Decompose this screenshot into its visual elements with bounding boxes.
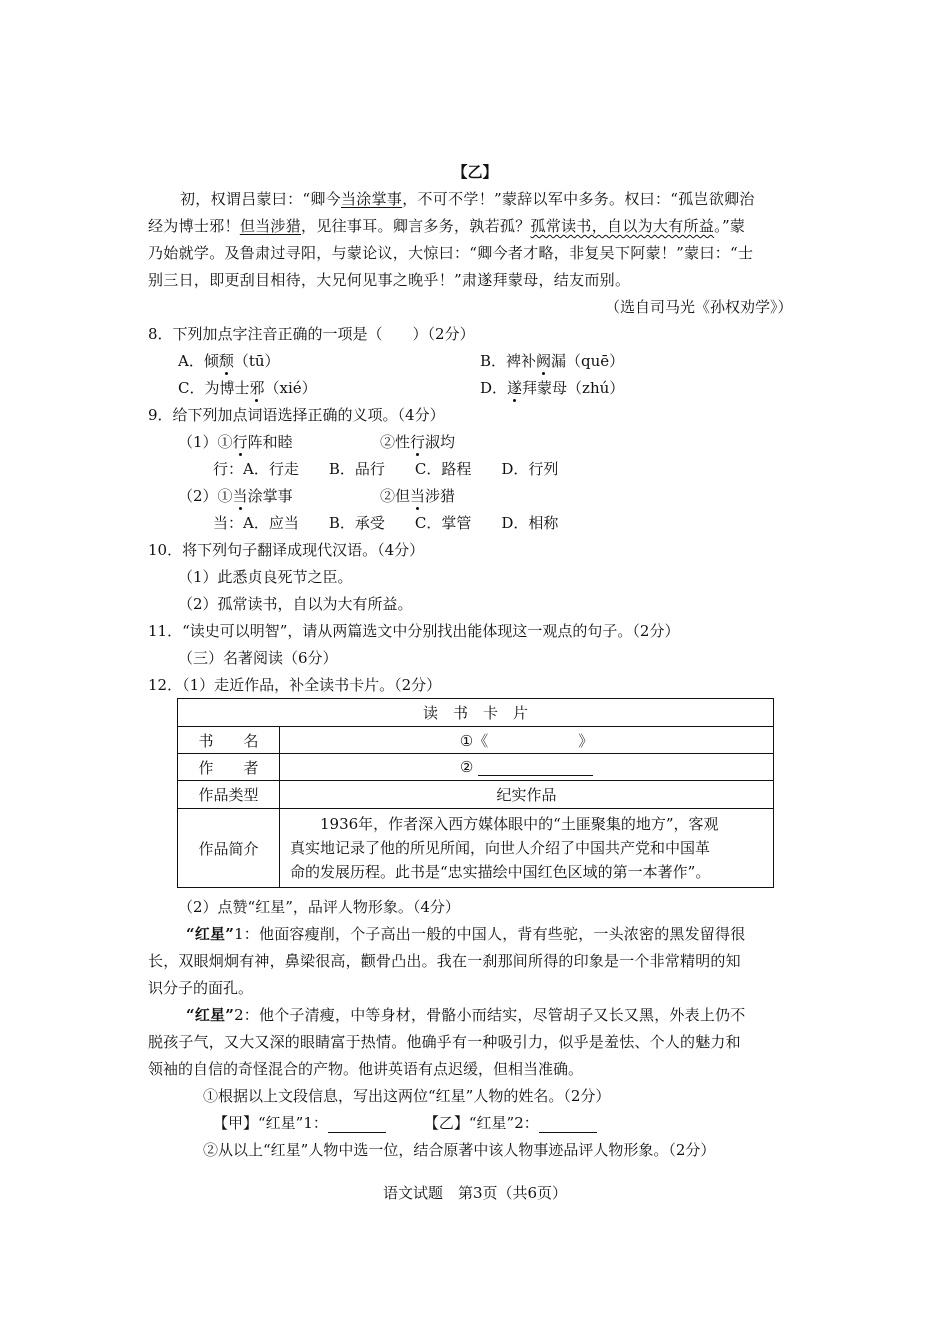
card-intro-line-1: 1936年，作者深入西方媒体眼中的“土匪聚集的地方”，客观 — [320, 815, 719, 833]
star1-line-3: 识分子的面孔。 — [148, 979, 254, 997]
q10-stem: 10．将下列句子翻译成现代汉语。（4分） — [148, 541, 425, 559]
card-label-intro: 作品简介 — [178, 809, 280, 888]
item-text: ②但 — [380, 487, 411, 505]
passage-line-3: 乃始就学。及鲁肃过寻阳，与蒙论议，大惊曰：“卿今者才略，非复吴下阿蒙！”蒙曰：“士 — [148, 244, 754, 262]
passage-source: （选自司马光《孙权劝学》） — [605, 298, 793, 316]
passage-text: 经为博士邪！ — [148, 217, 240, 235]
q9-group2-options: 当：A．应当 B．承受 C．掌管 D．相称 — [213, 514, 559, 532]
dotted-char: 行 — [410, 433, 426, 451]
q9-group1-options: 行：A．行走 B．品行 C．路程 D．行列 — [213, 460, 559, 478]
q9-group1-b — [380, 432, 455, 452]
passage-text: ，不可不学！”蒙辞以军中多务。权曰：“孤岂欲卿治 — [402, 190, 755, 208]
option-text: C．为博士 — [178, 379, 250, 397]
star1-line-1 — [186, 924, 745, 944]
card-type-value: 纪实作品 — [280, 781, 774, 809]
item-text: 涂掌事 — [247, 487, 293, 505]
q8-option-c — [178, 378, 317, 398]
option-text: B．裨补 — [480, 352, 537, 370]
q8-stem: 8．下列加点字注音正确的一项是（ ）（2分） — [148, 325, 475, 343]
underlined-phrase: 但当涉猎 — [239, 217, 302, 235]
q10-sentence-2: （2）孤常读书，自以为大有所益。 — [178, 595, 413, 613]
section-title: 【乙】 — [452, 163, 498, 181]
card-header: 读 书 卡 片 — [178, 699, 774, 727]
item-text: 涉猎 — [425, 487, 456, 505]
card-intro-cell — [280, 809, 774, 888]
item-text: ②性 — [380, 433, 411, 451]
q9-group2-b — [380, 486, 455, 506]
q10-sentence-1: （1）此悉贞良死节之臣。 — [178, 568, 353, 586]
star2-line-3: 领袖的自信的奇怪混合的产物。他讲英语有点迟缓，但相当准确。 — [148, 1060, 584, 1078]
passage-text: 初，权谓吕蒙曰：“卿今 — [180, 190, 341, 208]
option-text: （xié） — [264, 379, 317, 397]
answer-blank-2[interactable] — [539, 1117, 597, 1133]
star2-label: “红星” — [186, 1006, 235, 1024]
option-text: 漏（quē） — [551, 352, 625, 370]
item-text: （2）① — [178, 487, 233, 505]
task-2: ②从以上“红星”人物中选一位，结合原著中该人物事迹品评人物形象。（2分） — [203, 1141, 716, 1159]
option-text: A．倾 — [178, 352, 219, 370]
star1-label: “红星” — [186, 925, 235, 943]
item-text: 阵和睦 — [247, 433, 293, 451]
task-1-a-label: 【甲】“红星”1： — [213, 1114, 328, 1132]
passage-text: 。”蒙 — [714, 217, 746, 235]
passage-line-4: 别三日，即更刮目相待，大兄何见事之晚乎！”肃遂拜蒙母，结友而别。 — [148, 271, 631, 289]
answer-blank-1[interactable] — [328, 1117, 386, 1133]
passage-line-1 — [180, 189, 755, 209]
card-author-field[interactable] — [280, 754, 774, 781]
q8-option-a — [178, 351, 280, 371]
card-author-num: ② — [459, 758, 474, 776]
author-blank[interactable] — [478, 760, 593, 776]
option-text: 拜蒙母（zhú） — [522, 379, 625, 397]
task-1-b-label: 【乙】“红星”2： — [423, 1114, 539, 1132]
q8-option-d — [480, 378, 624, 398]
q12-sub2: （2）点赞“红星”，品评人物形象。（4分） — [178, 898, 460, 916]
item-text: 淑均 — [425, 433, 456, 451]
dotted-char: 邪 — [249, 379, 265, 397]
option-text: D． — [480, 379, 508, 397]
task-1: ①根据以上文段信息，写出这两位“红星”人物的姓名。（2分） — [203, 1087, 611, 1105]
q11-stem: 11．“读史可以明智”，请从两篇选文中分别找出能体现这一观点的句子。（2分） — [148, 622, 680, 640]
option-text: （tū） — [233, 352, 280, 370]
card-label-title: 书 名 — [178, 727, 280, 754]
reading-card-table — [177, 698, 774, 888]
section-3-title: （三）名著阅读（6分） — [178, 649, 338, 667]
dotted-char: 遂 — [507, 379, 523, 397]
q8-option-b — [480, 351, 624, 371]
dotted-char: 当 — [232, 487, 248, 505]
item-text: （1）① — [178, 433, 233, 451]
star1-text: 1：他面容瘦削，个子高出一般的中国人，背有些驼，一头浓密的黑发留得很 — [234, 925, 746, 943]
dotted-char: 颓 — [218, 352, 234, 370]
card-label-type: 作品类型 — [178, 781, 280, 809]
star2-line-2: 脱孩子气，又大又深的眼睛富于热情。他确乎有一种吸引力，似乎是羞怯、个人的魅力和 — [148, 1033, 741, 1051]
card-intro-line-3: 命的发展历程。此书是“忠实描绘中国红色区域的第一本著作”。 — [290, 863, 711, 881]
passage-line-2 — [148, 216, 745, 236]
page-footer: 语文试题 第3页（共6页） — [382, 1184, 568, 1202]
card-intro-line-2: 真实地记录了他的所见所闻，向世人介绍了中国共产党和中国革 — [290, 839, 711, 857]
star1-line-2: 长，双眼炯炯有神，鼻梁很高，颧骨凸出。我在一刹那间所得的印象是一个非常精明的知 — [148, 952, 741, 970]
q9-group2-a — [178, 486, 293, 506]
q12-stem: 12．（1）走近作品，补全读书卡片。（2分） — [148, 676, 442, 694]
task-1-answers — [213, 1113, 597, 1133]
q9-stem: 9．给下列加点词语选择正确的义项。（4分） — [148, 406, 445, 424]
q9-group1-a — [178, 432, 293, 452]
star2-line-1 — [186, 1005, 745, 1025]
card-book-title-field[interactable]: ①《 》 — [280, 727, 774, 754]
dotted-char: 当 — [410, 487, 426, 505]
star2-text: 2：他个子清瘦，中等身材，骨骼小而结实，尽管胡子又长又黑，外表上仍不 — [234, 1006, 746, 1024]
card-label-author: 作 者 — [178, 754, 280, 781]
dotted-char: 行 — [232, 433, 248, 451]
passage-text: ，见往事耳。卿言多务，孰若孤？ — [301, 217, 531, 235]
dotted-char: 阙 — [536, 352, 552, 370]
underlined-phrase: 当涂掌事 — [340, 190, 403, 208]
wavy-underlined-sentence: 孤常读书，自以为大有所益 — [530, 217, 715, 235]
